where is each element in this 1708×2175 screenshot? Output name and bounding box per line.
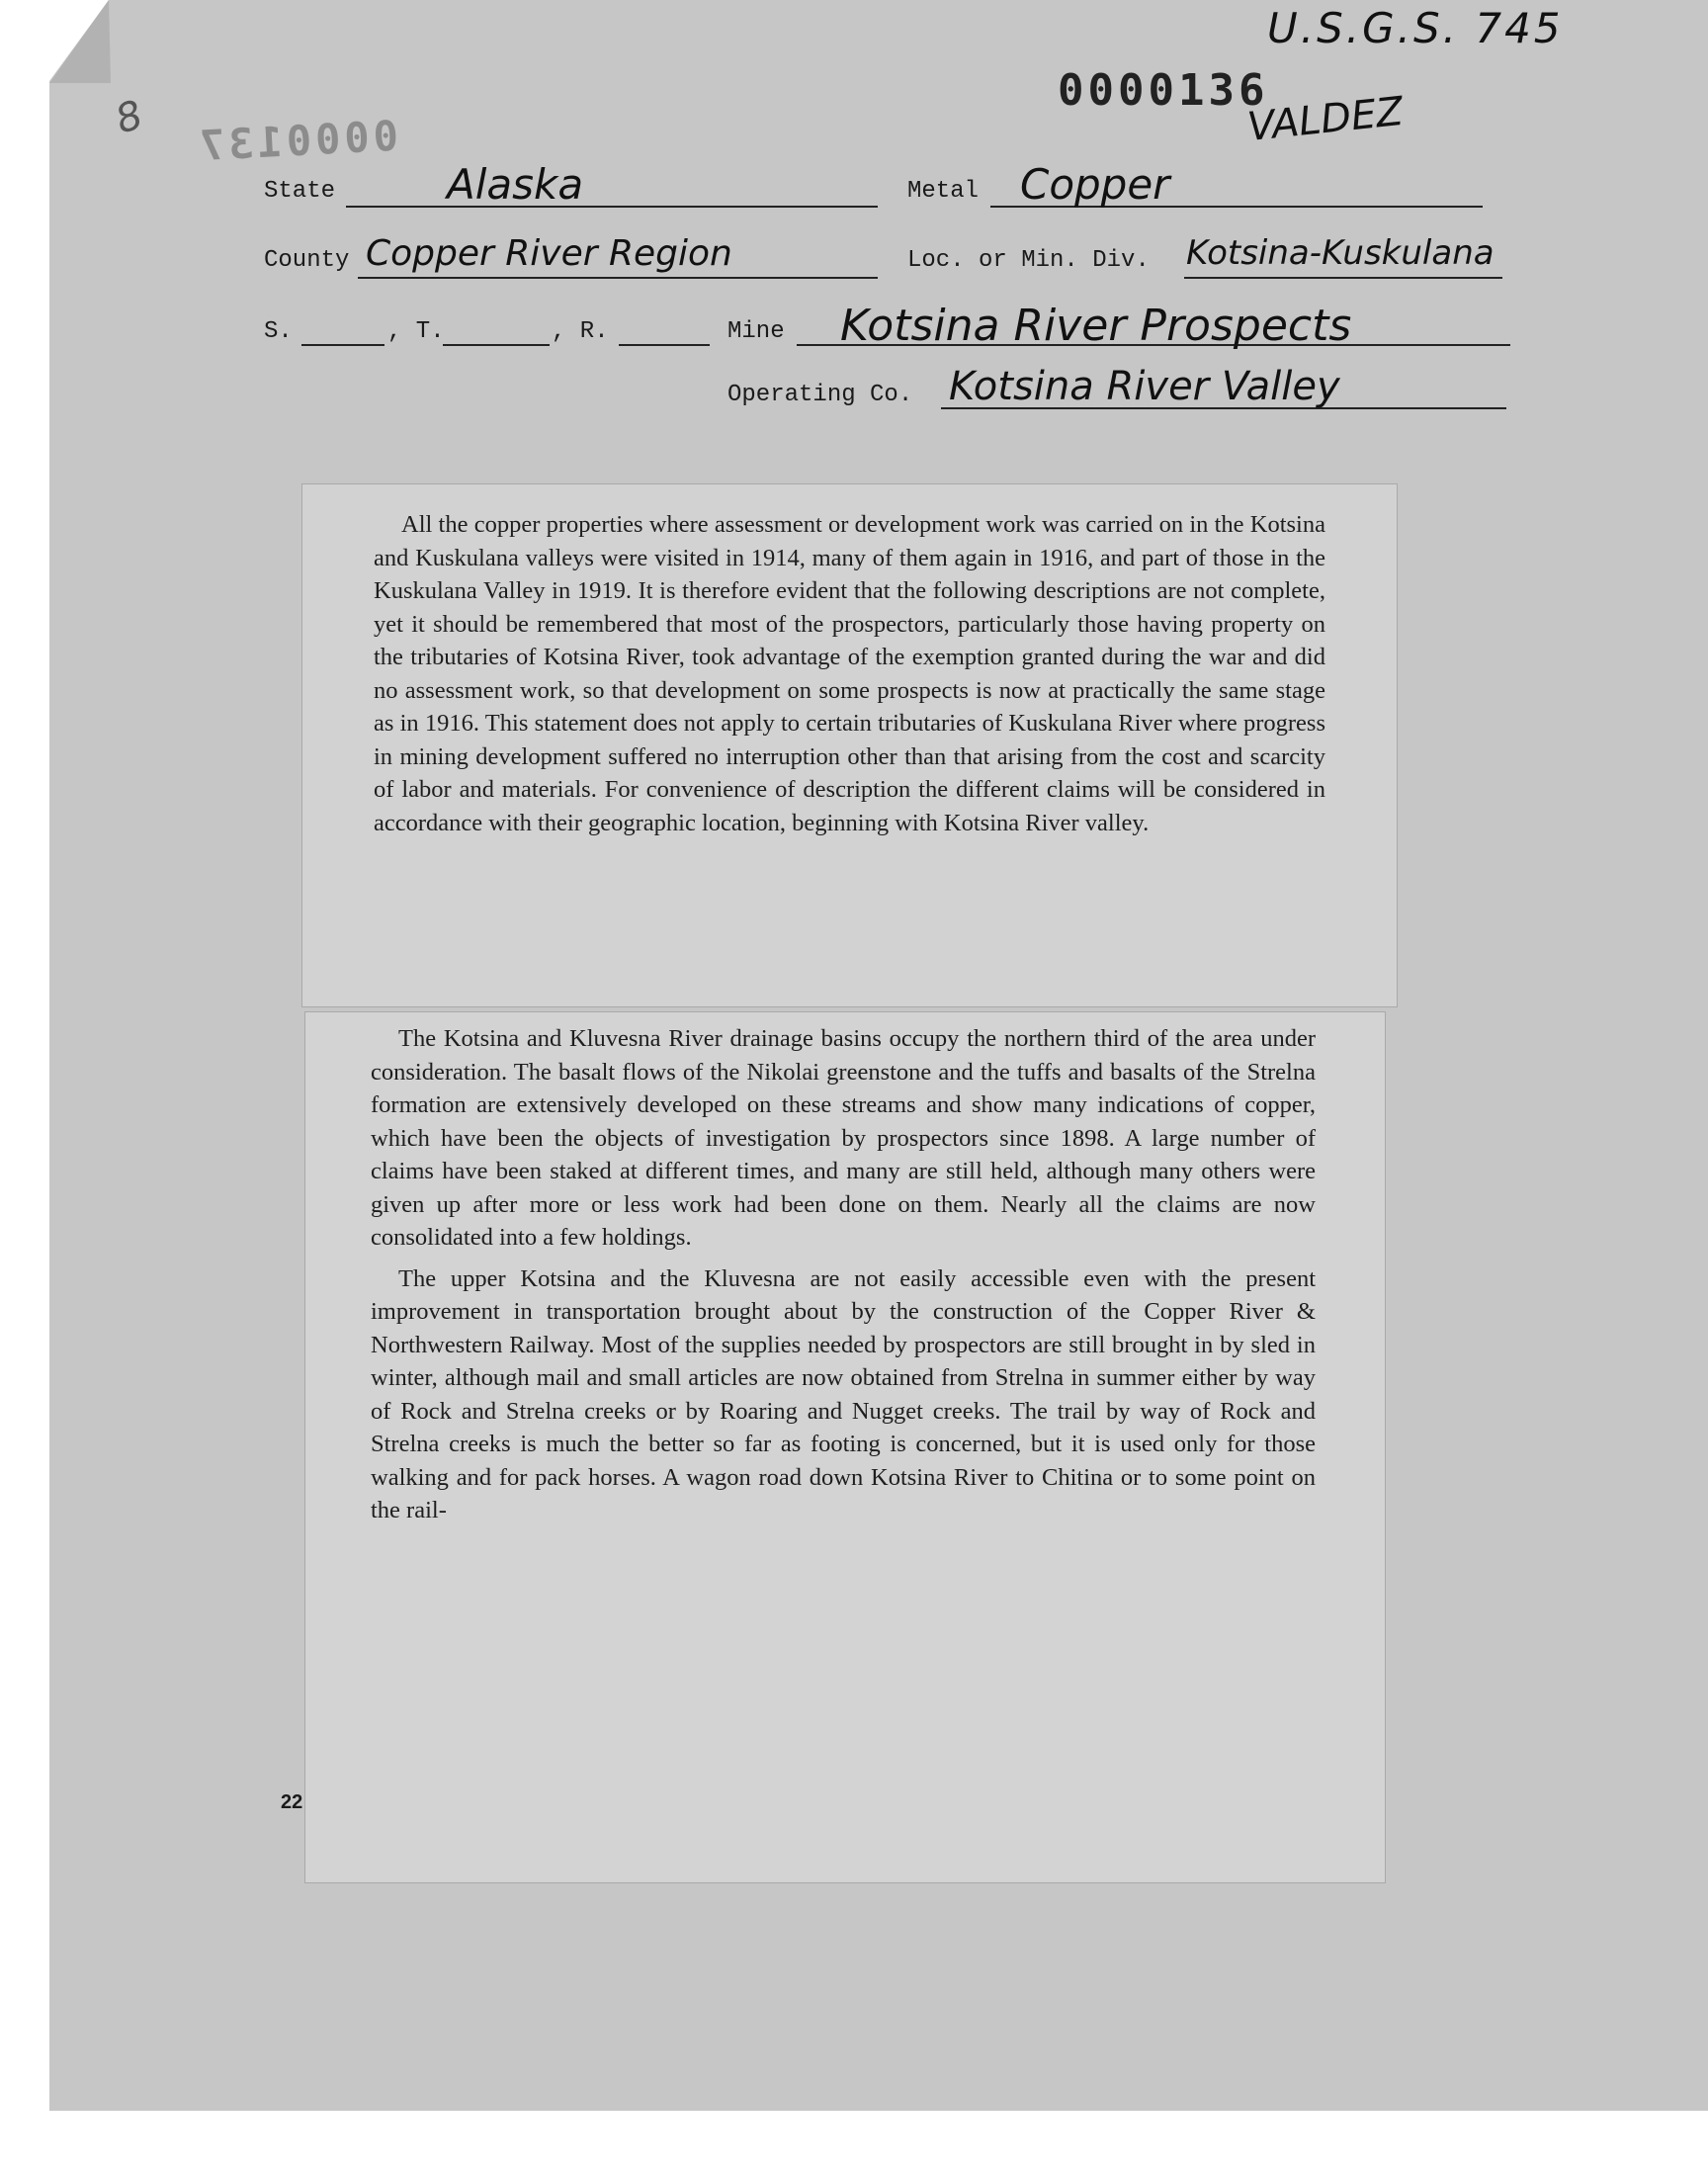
mine-label: Mine [727, 318, 785, 345]
page-number: 22 [281, 1791, 303, 1813]
text-clipping-1 [302, 484, 1397, 1006]
folded-corner [49, 0, 111, 83]
range-line [619, 344, 710, 346]
text-clipping-2 [305, 1012, 1385, 1882]
district-label: Loc. or Min. Div. [907, 247, 1150, 274]
mine-value: Kotsina River Prospects [840, 301, 1352, 351]
state-value: Alaska [447, 160, 584, 209]
usgs-number-annotation: U.S.G.S. 745 [1267, 4, 1564, 52]
section-label: S. [264, 318, 293, 345]
township-line [443, 344, 550, 346]
document-id-stamp: 0000136 [1058, 65, 1269, 116]
clipping-2-paragraph-1: The Kotsina and Kluvesna River drainage basins occupy the northern third of the area under consideration. The basalt flows of the Nikolai greenstone and the tuffs and basalts of the Strelna formation are extensively developed on these streams and show many indications of copper, which have been the objects of investigation by prospectors since 1898. A large number of claims have been staked at different times, and many are still held, although many others were given up after more or less work had been done on them. Nearly all the claims are now consolidated into a few holdings. [371, 1025, 1316, 1251]
operator-value: Kotsina River Valley [949, 364, 1340, 409]
region-note-annotation: VALDEZ [1245, 88, 1406, 151]
county-line [358, 277, 878, 279]
mirrored-id-stamp: 0000137 [194, 111, 400, 171]
state-line [346, 206, 878, 208]
section-line [301, 344, 384, 346]
operator-label: Operating Co. [727, 382, 913, 408]
metal-value: Copper [1020, 160, 1170, 209]
district-line [1184, 277, 1502, 279]
state-label: State [264, 178, 336, 205]
clipping-2-paragraph-2: The upper Kotsina and the Kluvesna are not easily accessible even with the present improvement in transportation brought about by the construction of the Copper River & Northwestern Railway. Most of the supplies needed by prospectors are still brought in by sled in winter, although mail and small articles are now obtained from Strelna in summer either by way of Rock and Strelna creeks or by Roaring and Nugget creeks. The trail by way of Rock and Strelna creeks is much the better so far as footing is concerned, but it is used only for those walking and for pack horses. A wagon road down Kotsina River to Chitina or to some point on the rail- [371, 1264, 1316, 1523]
county-label: County [264, 247, 350, 274]
metal-label: Metal [907, 178, 980, 205]
district-value: Kotsina-Kuskulana [1186, 233, 1494, 273]
county-value: Copper River Region [366, 233, 732, 274]
clipping-1-paragraph: All the copper properties where assessment or development work was carried on in the Kotsina and Kuskulana valleys were visited in 1914, many of them again in 1916, and part of those in the Kuskulana Valley in 1919. It is therefore evident that the following descriptions are not complete, yet it should be remembered that most of the prospectors, particularly those having property on the tributaries of Kotsina River, took advantage of the exemption granted during the war and did no assessment work, so that development on some prospects is now at practically the same stage as in 1916. This statement does not apply to certain tributaries of Kuskulana River where progress in mining development suffered no interruption other than that arising from the cost and scarcity of labor and materials. For convenience of description the different claims will be considered in accordance with their geographic location, beginning with Kotsina River valley. [374, 511, 1325, 836]
township-label: , T. [387, 318, 445, 345]
range-label: , R. [552, 318, 609, 345]
corner-mark: 8 [110, 92, 148, 143]
